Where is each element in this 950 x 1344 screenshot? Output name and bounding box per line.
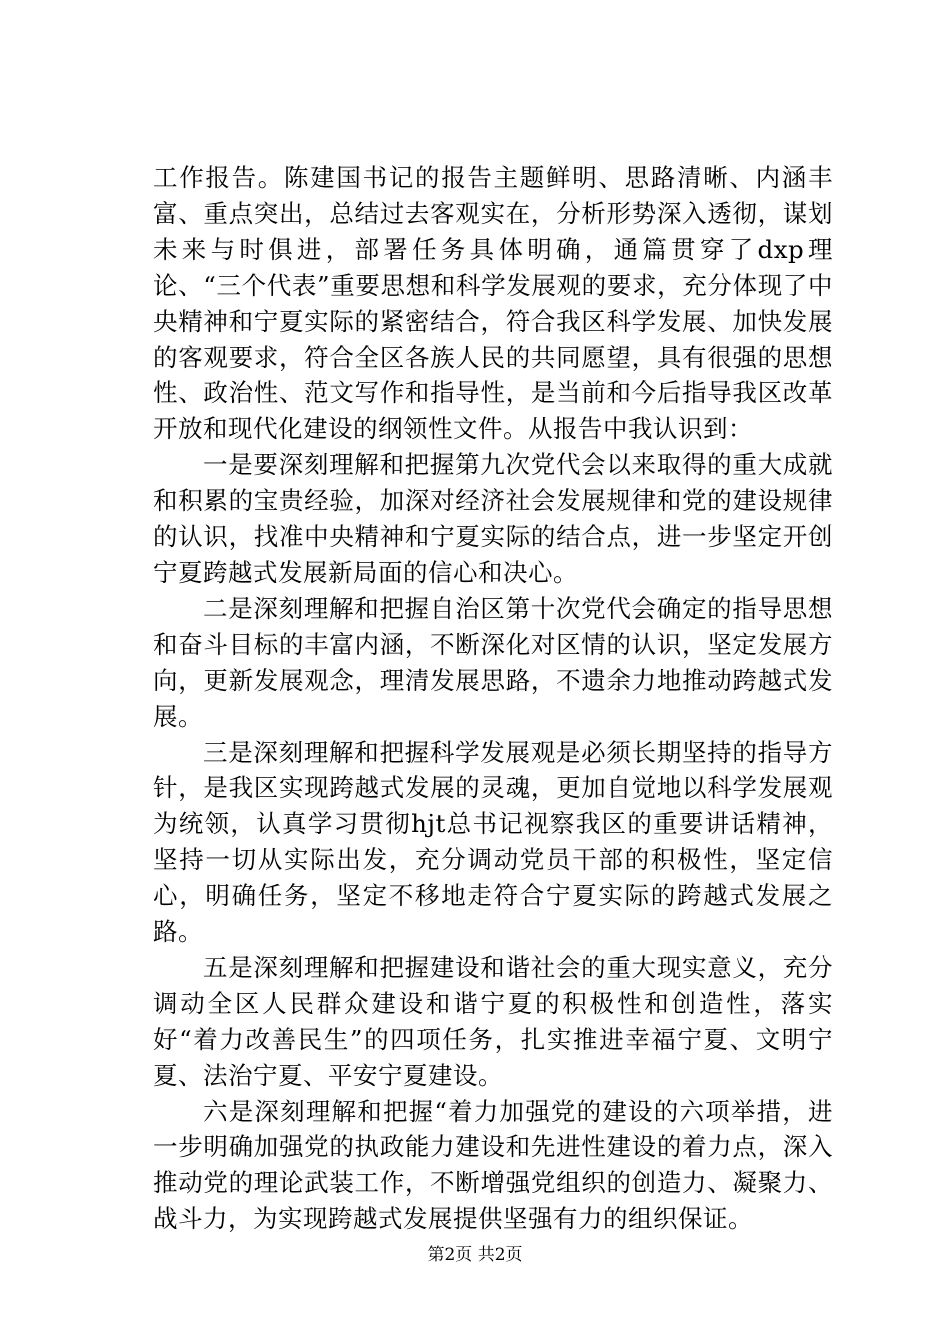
paragraph-intro: 工作报告。陈建国书记的报告主题鲜明、思路清晰、内涵丰富、重点突出，总结过去客观实在，分析形势深入透彻，谋划未来与时俱进，部署任务具体明确，通篇贯穿了dxp理论、“三个代表”重要思想和科学发展观的要求，充分体现了中央精神和宁夏实际的紧密结合，符合我区科学发展、加快发展的客观要求，符合全区各族人民的共同愿望，具有很强的思想性、政治性、范文写作和指导性，是当前和今后指导我区改革开放和现代化建设的纲领性文件。从报告中我认识到： [153, 163, 833, 444]
paragraph-point-one: 一是要深刻理解和把握第九次党代会以来取得的重大成就和积累的宝贵经验，加深对经济社会发展规律和党的建设规律的认识，找准中央精神和宁夏实际的结合点，进一步坚定开创宁夏跨越式发展新局面的信心和决心。 [153, 450, 833, 587]
paragraph-point-five: 五是深刻理解和把握建设和谐社会的重大现实意义，充分调动全区人民群众建设和谐宁夏的积极性和创造性，落实好“着力改善民生”的四项任务，扎实推进幸福宁夏、文明宁夏、法治宁夏、平安宁夏建设。 [153, 952, 833, 1090]
page-number-footer: 第2页 共2页 [427, 1245, 523, 1265]
paragraph-point-two: 二是深刻理解和把握自治区第十次党代会确定的指导思想和奋斗目标的丰富内涵，不断深化对区情的认识，坚定发展方向，更新发展观念，理清发展思路，不遗余力地推动跨越式发展。 [153, 593, 833, 731]
document-body [153, 160, 833, 1237]
paragraph-point-six: 六是深刻理解和把握“着力加强党的建设的六项举措，进一步明确加强党的执政能力建设和先进性建设的着力点，深入推动党的理论武装工作，不断增强党组织的创造力、凝聚力、战斗力，为实现跨越式发展提供坚强有力的组织保证。 [153, 1096, 833, 1234]
paragraph-point-three: 三是深刻理解和把握科学发展观是必须长期坚持的指导方针，是我区实现跨越式发展的灵魂，更加自觉地以科学发展观为统领，认真学习贯彻hjt总书记视察我区的重要讲话精神，坚持一切从实际出发，充分调动党员干部的积极性，坚定信心，明确任务，坚定不移地走符合宁夏实际的跨越式发展之路。 [153, 737, 833, 947]
